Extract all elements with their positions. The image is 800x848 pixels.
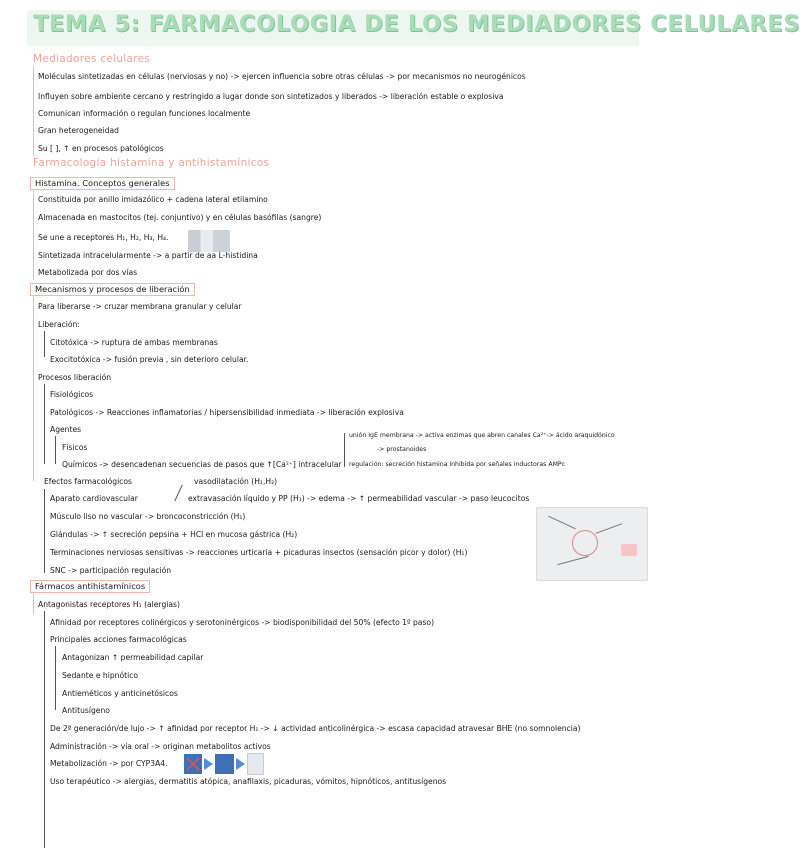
bracket-line — [33, 66, 34, 156]
list-item: Químicos -> desencadenan secuencias de pasos que ↑[Ca²⁺] intracelular — [62, 460, 342, 469]
bracket-line — [55, 436, 56, 464]
box-farmacos: Fármacos antihistamínicos — [30, 580, 150, 593]
list-item: Se une a receptores H₁, H₂, H₃, H₄. — [38, 233, 169, 242]
list-item: Patológicos -> Reacciones inflamatorias / hipersensibilidad inmediata -> liberación explosiva — [50, 408, 404, 417]
list-item: Efectos farmacológicos — [44, 477, 132, 486]
list-item: Almacenada en mastocitos (tej. conjuntivo) y en células basófilas (sangre) — [38, 213, 322, 222]
list-item: -> prostanoides — [377, 446, 427, 453]
bracket-line — [55, 646, 56, 710]
list-item: unión IgE membrana -> activa enzimas que abren canales Ca²⁺-> ácido araquidónico — [349, 432, 615, 439]
list-item: Físicos — [62, 443, 88, 452]
list-item: Antagonistas receptores H₁ (alergias) — [38, 600, 180, 609]
list-item: Liberación: — [38, 320, 80, 329]
list-item: vasodilatación (H₁,H₂) — [194, 477, 278, 486]
list-item: Exocitotóxica -> fusión previa , sin deterioro celular. — [50, 355, 249, 364]
histamine-receptors-thumbnail — [188, 230, 230, 252]
list-item: SNC -> participación regulación — [50, 566, 172, 575]
list-item: extravasación líquido y PP (H₁) -> edema -> ↑ permeabilidad vascular -> paso leucocitos — [188, 494, 530, 503]
bracket-line — [44, 331, 45, 357]
list-item: Uso terapéutico -> alergias, dermatitis atópica, anafilaxis, picaduras, vómitos, hipnóticos, antitusígenos — [50, 777, 447, 786]
list-item: Gran heterogeneidad — [38, 126, 120, 135]
bracket-line — [44, 611, 45, 848]
bracket-line — [44, 384, 45, 464]
list-item: Sintetizada intracelularmente -> a partir de aa L-histidina — [38, 251, 258, 260]
list-item: Fisiológicos — [50, 390, 94, 399]
box-histamina: Histamina. Conceptos generales — [30, 177, 175, 190]
list-item: Glándulas -> ↑ secreción pepsina + HCl en mucosa gástrica (H₂) — [50, 530, 298, 539]
list-item: Comunican información o regulan funciones localmente — [38, 109, 251, 118]
list-item: Antieméticos y anticinetósicos — [62, 689, 178, 698]
bracket-line — [33, 296, 34, 481]
list-item: De 2ª generación/de lujo -> ↑ afinidad por receptor H₁ -> ↓ actividad anticolinérgica -> escasa capacidad atravesar BHE (no somnolencia) — [50, 724, 581, 733]
list-item: Influyen sobre ambiente cercano y restringido a lugar donde son sintetizados y liberados -> liberación estable o explosiva — [38, 92, 504, 101]
list-item: Aparato cardiovascular — [50, 494, 138, 503]
bracket-line — [33, 594, 34, 614]
bracket-line — [44, 489, 45, 573]
list-item: Metabolizada por dos vías — [38, 268, 138, 277]
list-item: Antagonizan ↑ permeabilidad capilar — [62, 653, 204, 662]
page-title: TEMA 5: FARMACOLOGIA DE LOS MEDIADORES CELULARES — [33, 11, 800, 37]
box-mecanismos: Mecanismos y procesos de liberación — [30, 283, 195, 296]
list-item: Afinidad por receptores colinérgicos y serotoninérgicos -> biodisponibilidad del 50% (efecto 1º paso) — [50, 618, 435, 627]
list-item: Citotóxica -> ruptura de ambas membranas — [50, 338, 218, 347]
bracket-line — [33, 190, 34, 280]
list-item: Procesos liberación — [38, 373, 112, 382]
metabolization-diagram — [184, 753, 264, 775]
list-item: Principales acciones farmacológicas — [50, 635, 187, 644]
section-heading-mediadores: Mediadores celulares — [33, 53, 151, 65]
section-heading-farmacologia: Farmacología histamina y antihistamínicos — [33, 157, 270, 169]
list-item: Músculo liso no vascular -> broncoconstricción (H₁) — [50, 512, 246, 521]
list-item: Administración -> vía oral -> originan metabolitos activos — [50, 742, 271, 751]
bracket-line — [174, 485, 183, 502]
list-item: Metabolización -> por CYP3A4. — [50, 759, 168, 768]
list-item: Para liberarse -> cruzar membrana granular y celular — [38, 302, 242, 311]
list-item: regulación: secreción histamina inhibida por señales inductoras AMPc — [349, 461, 566, 468]
list-item: Antitusígeno — [62, 706, 110, 715]
list-item: Constituida por anillo imidazólico + cadena lateral etilamino — [38, 195, 268, 204]
list-item: Moléculas sintetizadas en células (nerviosas y no) -> ejercen influencia sobre otras células -> por mecanismos no neurogénicos — [38, 72, 526, 81]
list-item: Su [ ], ↑ en procesos patológicos — [38, 144, 164, 153]
list-item: Sedante e hipnótico — [62, 671, 139, 680]
list-item: Agentes — [50, 425, 82, 434]
bracket-line — [344, 433, 345, 467]
histamine-effects-diagram — [536, 507, 648, 581]
list-item: Terminaciones nerviosas sensitivas -> reacciones urticaria + picaduras insectos (sensación picor y dolor) (H₁) — [50, 548, 468, 557]
